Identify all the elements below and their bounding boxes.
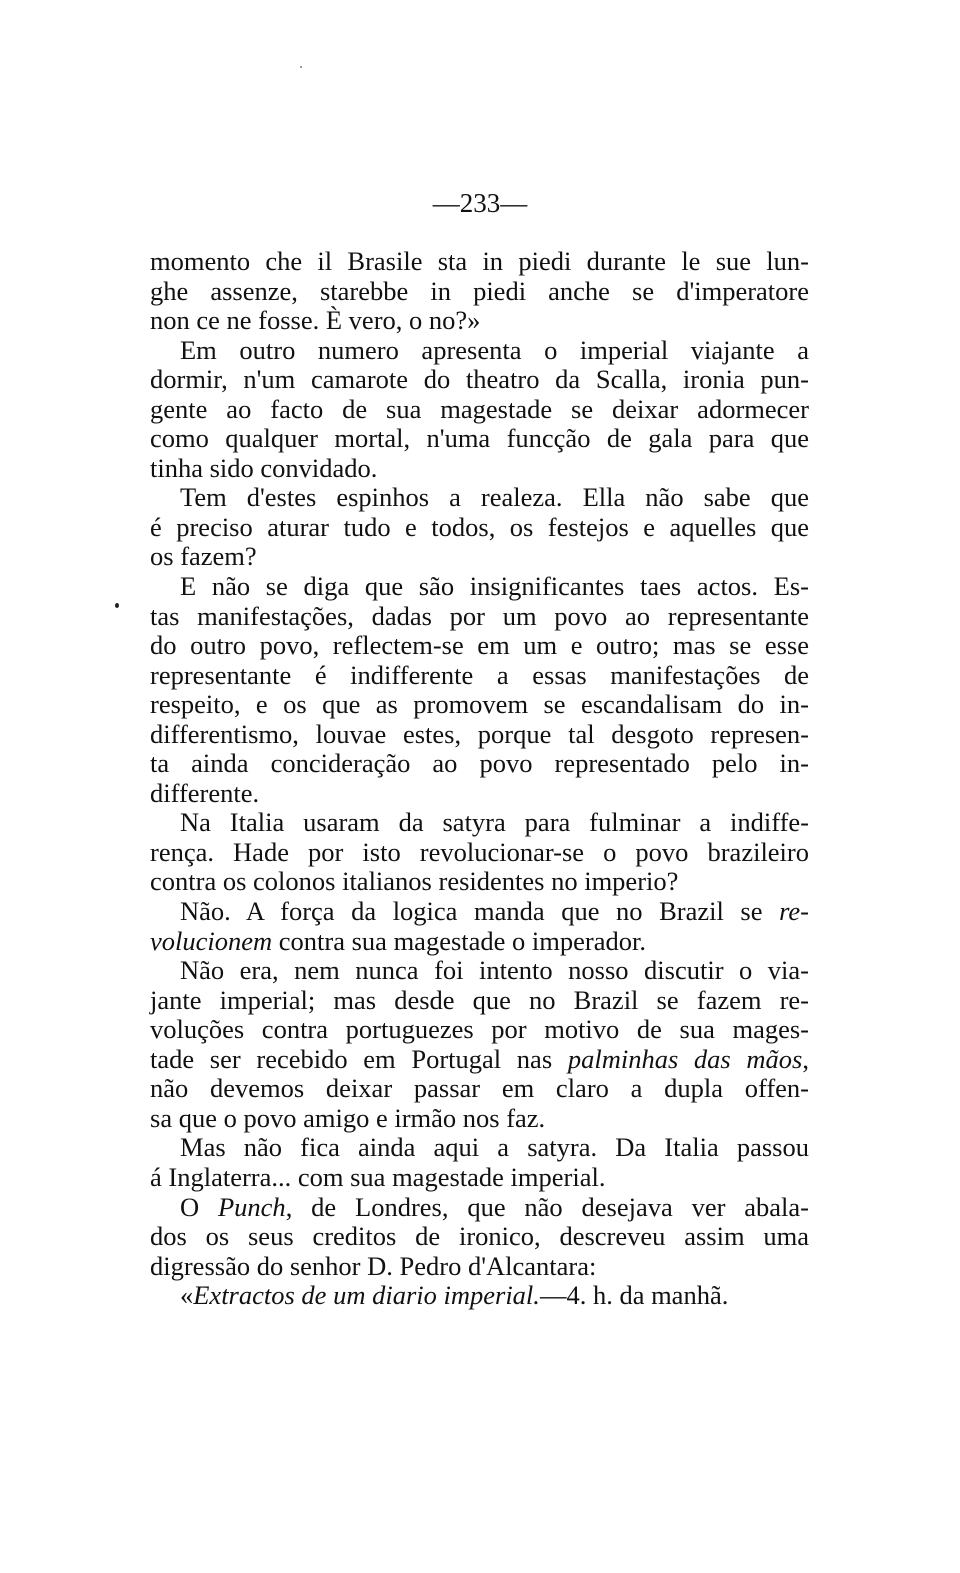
scan-speck: [300, 66, 302, 68]
text-line: [150, 838, 809, 868]
text-segment: sa que o povo amigo e irmão nos faz.: [150, 1102, 546, 1133]
text-segment: á Inglaterra... com sua magestade imperial.: [150, 1161, 606, 1192]
text-line: [150, 690, 809, 720]
page-number: —233—: [432, 188, 528, 218]
text-line: [150, 749, 809, 779]
text-segment: Tem d'estes espinhos a realeza. Ella não sabe que: [180, 482, 809, 513]
text-line: [150, 602, 809, 632]
text-segment: tade ser recebido em Portugal nas: [150, 1043, 568, 1074]
text-segment: Não era, nem nunca foi intento nosso discutir o via-: [180, 955, 809, 986]
text-segment: tas manifestações, dadas por um povo ao representante: [150, 600, 809, 631]
text-segment: differente.: [150, 777, 260, 808]
text-line: [150, 1163, 809, 1193]
text-line: [150, 365, 809, 395]
text-line: [150, 956, 809, 986]
text-line: [150, 1015, 809, 1045]
text-line: [150, 661, 809, 691]
text-line: [150, 1074, 809, 1104]
text-segment: respeito, e os que as promovem se escandalisam do in-: [150, 689, 809, 720]
text-segment: voluções contra portuguezes por motivo de sua mages-: [150, 1014, 809, 1045]
text-line: [150, 424, 809, 454]
text-line: [150, 395, 809, 425]
text-segment: ,: [802, 1043, 809, 1074]
text-segment: não devemos deixar passar em claro a dupla offen-: [150, 1073, 809, 1104]
italic-text: Extractos de um diario imperial.: [193, 1280, 540, 1311]
text-line: [150, 1104, 809, 1134]
text-line: [150, 1193, 809, 1223]
italic-text: re-: [779, 896, 809, 927]
text-line: [150, 513, 809, 543]
italic-text: volucionem: [150, 925, 273, 956]
text-line: [150, 247, 809, 277]
text-line: [150, 277, 809, 307]
text-segment: dos os seus creditos de ironico, descreveu assim uma: [150, 1221, 809, 1252]
text-line: [150, 897, 809, 927]
text-segment: tinha sido convidado.: [150, 452, 378, 483]
text-segment: E não se diga que são insignificantes taes actos. Es-: [180, 571, 809, 602]
text-line: [150, 631, 809, 661]
text-line: [150, 306, 809, 336]
text-segment: , de Londres, que não desejava ver abala-: [285, 1191, 809, 1222]
scan-speck: [115, 603, 119, 608]
body-text: [150, 247, 809, 1311]
text-line: [150, 454, 809, 484]
text-line: [150, 1281, 809, 1311]
text-segment: momento che il Brasile sta in piedi durante le sue lun-: [150, 246, 809, 276]
italic-text: palminhas das mãos: [567, 1043, 803, 1074]
text-segment: Em outro numero apresenta o imperial viajante a: [180, 334, 809, 365]
text-line: [150, 1133, 809, 1163]
text-line: [150, 542, 809, 572]
text-segment: contra sua magestade o imperador.: [272, 925, 646, 956]
text-line: [150, 1252, 809, 1282]
text-segment: representante é indifferente a essas manifestações de: [150, 659, 809, 690]
text-segment: os fazem?: [150, 541, 257, 572]
text-segment: rença. Hade por isto revolucionar-se o povo brazileiro: [150, 836, 809, 867]
text-segment: Mas não fica ainda aqui a satyra. Da Italia passou: [180, 1132, 809, 1163]
text-line: [150, 779, 809, 809]
text-segment: dormir, n'um camarote do theatro da Scalla, ironia pun-: [150, 364, 809, 395]
text-segment: —4. h. da manhã.: [539, 1280, 729, 1311]
text-segment: O: [180, 1191, 218, 1222]
text-segment: do outro povo, reflectem-se em um e outro; mas se esse: [150, 630, 809, 661]
text-line: [150, 986, 809, 1016]
text-line: [150, 336, 809, 366]
text-line: [150, 483, 809, 513]
text-segment: como qualquer mortal, n'uma funcção de gala para que: [150, 423, 809, 454]
text-segment: ta ainda concideração ao povo representado pelo in-: [150, 748, 809, 779]
text-segment: contra os colonos italianos residentes no imperio?: [150, 866, 679, 897]
text-segment: gente ao facto de sua magestade se deixar adormecer: [150, 393, 809, 424]
text-segment: Na Italia usaram da satyra para fulminar a indiffe-: [180, 807, 809, 838]
text-line: [150, 808, 809, 838]
text-line: [150, 927, 809, 957]
text-line: [150, 867, 809, 897]
text-segment: Não. A força da logica manda que no Brazil se: [180, 896, 780, 927]
text-line: [150, 572, 809, 602]
text-segment: non ce ne fosse. È vero, o no?»: [150, 305, 481, 336]
text-segment: differentismo, louvae estes, porque tal desgoto represen-: [150, 718, 809, 749]
text-line: [150, 1045, 809, 1075]
text-segment: «: [180, 1280, 194, 1311]
italic-text: Punch: [217, 1191, 286, 1222]
text-line: [150, 720, 809, 750]
text-line: [150, 1222, 809, 1252]
text-segment: ghe assenze, starebbe in piedi anche se d'imperatore: [150, 275, 809, 306]
text-segment: jante imperial; mas desde que no Brazil se fazem re-: [150, 984, 809, 1015]
text-segment: digressão do senhor D. Pedro d'Alcantara:: [150, 1250, 597, 1281]
text-segment: é preciso aturar tudo e todos, os festejos e aquelles que: [150, 511, 809, 542]
